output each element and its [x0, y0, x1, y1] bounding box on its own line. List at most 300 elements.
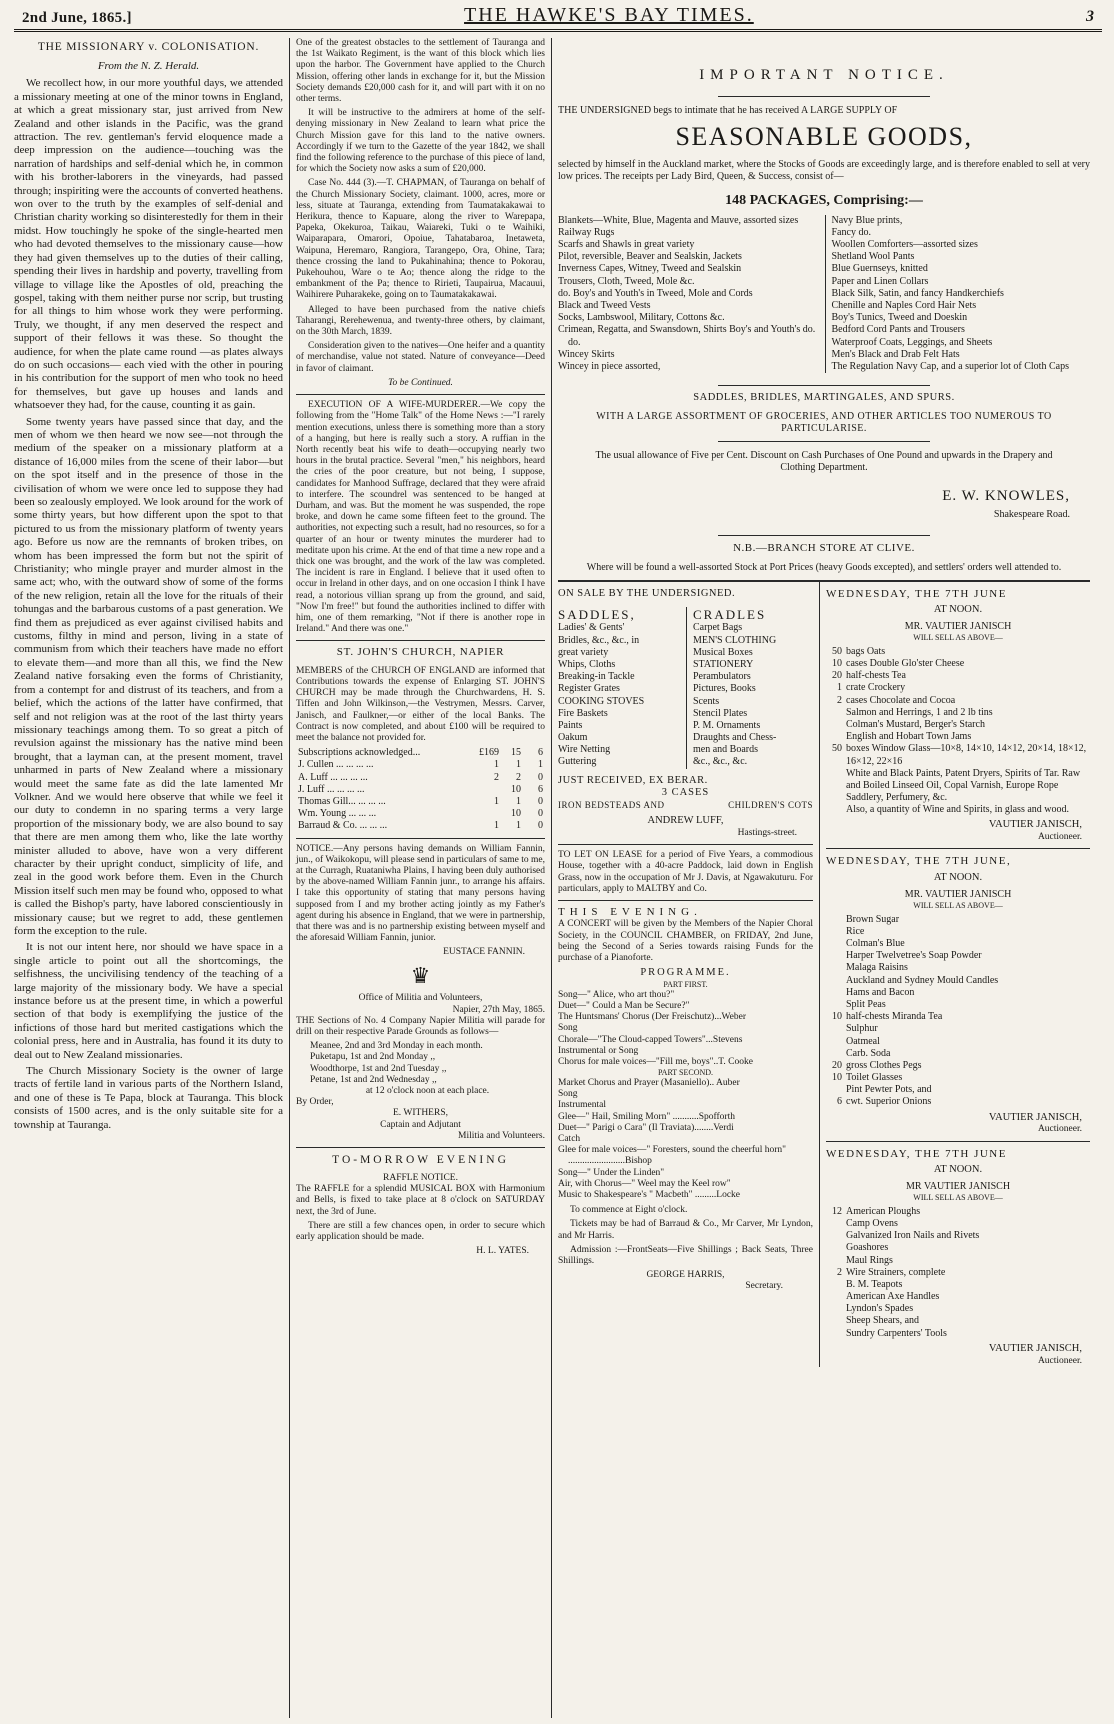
item-quantity	[826, 1328, 846, 1340]
auction-item	[826, 707, 1090, 719]
sale-item: Wire Netting	[558, 744, 611, 756]
programme-item: Instrumental or Song	[558, 1045, 639, 1056]
subscriber-name: J. Cullen ... ... ... ...	[298, 759, 374, 771]
auction-item	[826, 646, 1090, 658]
amount-pounds: 1	[494, 820, 499, 832]
item-text: Brown Sugar	[846, 913, 900, 925]
goods-item: Bedford Cord Pants and Trousers	[831, 324, 965, 336]
amount-shillings: 10	[511, 783, 521, 795]
programme-part-two	[558, 1078, 813, 1201]
sale-item: Stencil Plates	[693, 707, 748, 719]
programme-item: Instrumental	[558, 1100, 607, 1111]
goods-item: Chenille and Naples Cord Hair Nets	[831, 299, 977, 311]
raffle-body: There are still a few chances open, in order to secure which early application should be made.	[296, 1220, 545, 1243]
amount-shillings: 1	[516, 759, 521, 771]
auction-item	[826, 743, 1090, 767]
auction-item	[826, 1242, 1090, 1254]
item-quantity: 10	[832, 1072, 842, 1084]
auction-item	[826, 1267, 1090, 1279]
sale-item: men and Boards	[693, 744, 758, 756]
item-quantity: 20	[832, 670, 842, 682]
item-text: cases Chocolate and Cocoa	[846, 694, 956, 706]
auction-item	[826, 914, 1090, 926]
amount-pounds: 2	[494, 771, 499, 783]
column-two	[290, 38, 552, 1718]
auction-heading: WEDNESDAY, THE 7TH JUNE	[826, 1147, 1007, 1160]
goods-item: Trousers, Cloth, Tweed, Mole &c.	[558, 275, 695, 287]
item-text: bags Oats	[846, 645, 886, 657]
item-quantity	[826, 999, 846, 1011]
fannin-signature: EUSTACE FANNIN.	[443, 947, 525, 958]
goods-item: The Regulation Navy Cap, and a superior lot of Cloth Caps	[831, 360, 1069, 372]
lease-notice: TO LET ON LEASE for a period of Five Years, a commodious House, together with a 40-acre Paddock, laid down in English Grass, now in the occupation of Mr J. Davis, at Ngawakuturu. For particulars, apply to MALTBY and Co.	[558, 850, 813, 894]
schedule-line: Woodthorpe, 1st and 2nd Tuesday ,,	[310, 1063, 447, 1074]
sale-item: MEN'S CLOTHING	[693, 634, 777, 646]
luff-goods	[558, 607, 813, 769]
item-quantity	[826, 719, 846, 731]
article-source: From the N. Z. Herald.	[97, 60, 200, 73]
seasonable-goods-heading: SEASONABLE GOODS,	[675, 122, 973, 152]
item-quantity	[826, 962, 846, 974]
item-text: Saddlery, Perfumery, &c.	[846, 792, 948, 804]
advertiser-name: E. W. KNOWLES,	[942, 487, 1070, 504]
item-text: crate Crockery	[846, 682, 906, 694]
item-text: Auckland and Sydney Mould Candles	[846, 974, 999, 986]
item-quantity	[826, 731, 846, 743]
item-quantity: 10	[832, 658, 842, 670]
auction-item	[826, 1036, 1090, 1048]
item-text: Also, a quantity of Wine and Spirits, in glass and wood.	[846, 804, 1070, 816]
item-text: gross Clothes Pegs	[846, 1059, 922, 1071]
auction-item	[826, 719, 1090, 731]
auction-item	[826, 768, 1090, 792]
goods-item: Waterproof Coats, Leggings, and Sheets	[831, 336, 993, 348]
subscription-table	[296, 747, 545, 832]
auction-item	[826, 926, 1090, 938]
goods-item: Boy's Tunics, Tweed and Doeskin	[831, 312, 968, 324]
raffle-heading: TO-MORROW EVENING	[332, 1154, 509, 1166]
programme-item: Market Chorus and Prayer (Masaniello).. Auber	[558, 1077, 740, 1088]
item-text: Wire Strainers, complete	[846, 1266, 946, 1278]
paper-title: THE HAWKE'S BAY TIMES.	[464, 3, 754, 26]
sale-item: Register Grates	[558, 683, 620, 695]
goods-item: do. Boy's and Youth's in Tweed, Mole and Cords	[558, 287, 753, 299]
item-quantity	[826, 707, 846, 719]
auction-item	[826, 1303, 1090, 1315]
item-text: Split Peas	[846, 998, 886, 1010]
sale-item: &c., &c., &c.	[693, 756, 748, 768]
programme-part-one	[558, 990, 813, 1068]
auction-item	[826, 1230, 1090, 1242]
sale-item: Draughts and Chess-	[693, 732, 777, 744]
programme-item: The Huntsmans' Chorus (Der Freischutz)...Weber	[558, 1012, 746, 1023]
subscriber-name: Wm. Young ... ... ...	[298, 808, 377, 820]
goods-item: Woollen Comforters—assorted sizes	[831, 239, 978, 251]
item-quantity	[826, 1023, 846, 1035]
goods-item: Scarfs and Shawls in great variety	[558, 239, 695, 251]
amount-pence: 0	[538, 820, 543, 832]
item-text: Malaga Raisins	[846, 962, 908, 974]
sale-item: great variety	[558, 646, 609, 658]
item-quantity	[826, 938, 846, 950]
subscriber-name: Thomas Gill... ... ... ...	[298, 795, 386, 807]
auction-time: AT NOON.	[933, 871, 983, 883]
column-missionary	[14, 38, 290, 1718]
amount-pounds: £169	[479, 747, 499, 759]
amount-pence: 6	[538, 783, 543, 795]
item-quantity	[826, 1315, 846, 1327]
subscription-row	[296, 784, 545, 796]
gazette-consideration: Consideration given to the natives—One heifer and a quantity of merchandise, value not stated. Nature of conveyance—Deed in favor of claimant.	[296, 341, 545, 374]
amount-pounds	[477, 784, 501, 796]
gazette-case: Case No. 444 (3).—T. CHAPMAN, of Tauranga on behalf of the Church Missionary Society, claimant. 1000, acres, more or less, situate at Tauranga, extending from Taumatakakawai to Herikura, thence to Kapuare, along the river to Warepapa, Papeka, Okekuroa, Taikau, Waiareki, Tuki o te Waihiki, Waiparapara, Omarori, Opoiue, Tahatabaroa, Inetaweta, Waipuna, Heremaro, Rangiora, Tarangepo, Ora, Ohine, Tara; thence crossing the land to Pukahinahina; thence to Pokorau, Pukehouhou, Ware o te Ao; thence along the ridge to the embankment of the Pa; thence to Ririeti, Taupairua, Macauui, Waihirere Puharakeke, going on to Taumatakakawai.	[296, 178, 545, 301]
subscriber-name: J. Luff ... ... ... ...	[298, 783, 365, 795]
auction-signature: VAUTIER JANISCH,	[988, 819, 1082, 831]
item-text: American Axe Handles	[846, 1291, 940, 1303]
branch-line: N.B.—BRANCH STORE AT CLIVE.	[733, 542, 915, 555]
item-quantity	[826, 1279, 846, 1291]
auction-heading: WEDNESDAY, THE 7TH JUNE	[826, 587, 1007, 600]
goods-item: Railway Rugs	[558, 226, 615, 238]
article-paragraph: One of the greatest obstacles to the settlement of Tauranga and the 1st Waikato Regiment, is the want of this block which lies upon the harbor. The Government have applied to the Church Mission, offering other lands in exchange for it, but the Mission Society demands £20,000 cash for it, and will part with it on no other terms.	[296, 38, 545, 105]
amount-pence: 0	[538, 808, 543, 820]
auction-item	[826, 1218, 1090, 1230]
auction-items	[826, 914, 1090, 1109]
item-text: boxes Window Glass—10×8, 14×10, 14×12, 20×14, 18×12, 16×12, 22×16	[846, 743, 1087, 767]
item-quantity	[826, 792, 846, 804]
auction-item	[826, 1096, 1090, 1108]
part-second: PART SECOND.	[657, 1068, 714, 1078]
item-quantity: 2	[837, 1266, 842, 1278]
auction-heading: WEDNESDAY, THE 7TH JUNE,	[826, 855, 1012, 868]
subscriber-name: A. Luff ... ... ... ...	[298, 771, 368, 783]
masthead	[14, 3, 1102, 32]
programme-item: Song	[558, 1089, 578, 1100]
auction-item	[826, 1206, 1090, 1218]
discount-line: The usual allowance of Five per Cent. Discount on Cash Purchases of One Pound and upwards in the Drapery and Clothing Department.	[595, 450, 1053, 474]
amount-shillings: 10	[511, 808, 521, 820]
schedule-line: at 12 o'clock noon at each place.	[365, 1085, 490, 1096]
item-quantity: 20	[832, 1059, 842, 1071]
goods-list-right	[826, 215, 1091, 373]
packages-heading: 148 PACKAGES, Comprising:—	[725, 192, 923, 208]
auction-role: Auctioneer.	[1037, 832, 1082, 843]
goods-item: Fancy do.	[831, 226, 871, 238]
advertisement-columns	[552, 38, 1090, 1718]
programme-item: Duet—" Parigi o Cara" (Il Traviata)........Verdi	[558, 1122, 734, 1133]
cradles-title: CRADLES	[693, 606, 767, 622]
militia-order: By Order,	[296, 1097, 334, 1108]
auction-item	[826, 658, 1090, 670]
auction-item	[826, 804, 1090, 816]
subscriber-name: Subscriptions acknowledged...	[298, 747, 421, 759]
raffle-title: RAFFLE NOTICE.	[383, 1173, 458, 1184]
schedule-line: Puketapu, 1st and 2nd Monday ,,	[310, 1052, 436, 1063]
item-quantity: 50	[832, 743, 842, 755]
will-sell: WILL SELL AS ABOVE—	[913, 633, 1003, 643]
goods-item: Black Silk, Satin, and fancy Handkerchiefs	[831, 287, 1004, 299]
sale-item: Fire Baskets	[558, 707, 608, 719]
item-text: cases Double Glo'ster Cheese	[846, 658, 965, 670]
saddles-title: SADDLES,	[558, 606, 636, 622]
item-text: cwt. Superior Onions	[846, 1096, 932, 1108]
auction-item	[826, 792, 1090, 804]
auction-notice	[826, 588, 1090, 844]
amount-pence: 0	[538, 795, 543, 807]
concert-body: A CONCERT will be given by the Members of the Napier Choral Society, in the COUNCIL CHAMBER, on FRIDAY, 2nd June, being the Second of a Series towards raising Funds for the purchase of a Pianoforte.	[558, 919, 813, 964]
item-text: Galvanized Iron Nails and Rivets	[846, 1230, 980, 1242]
just-received: JUST RECEIVED, EX BERAR.	[558, 774, 708, 786]
article-paragraph: The Church Missionary Society is the owner of large tracts of fertile land in various parts of the Northern Island, and one of these is Te Papa, block at Tauranga. This block consists of 1500 acres, and is the only suitable site for a township at Tauranga.	[14, 1065, 283, 1131]
auction-notice	[826, 855, 1090, 1135]
concert-tickets: Tickets may be had of Barraud & Co., Mr Carver, Mr Lyndon, and Mr Harris.	[558, 1219, 813, 1241]
auction-signature: VAUTIER JANISCH,	[988, 1342, 1082, 1354]
auction-item	[826, 1255, 1090, 1267]
item-text: Carb. Soda	[846, 1047, 891, 1059]
auction-item	[826, 1011, 1090, 1023]
gazette-alleged: Alleged to have been purchased from the native chiefs Taharangi, Rerehewenua, and twenty-three others, by claimant, on the 30th March, 1839.	[296, 304, 545, 338]
item-quantity	[826, 1255, 846, 1267]
amount-pence: 0	[538, 771, 543, 783]
item-text: Colman's Mustard, Berger's Starch	[846, 718, 985, 730]
programme-item: Song	[558, 1023, 578, 1034]
church-notice: MEMBERS of the CHURCH OF ENGLAND are informed that Contributions towards the expense of Enlarging ST. JOHN'S CHURCH may be made through the Churchwardens, H. S. Tiffen and John Wilkinson,—the Vestrymen, Messrs. Carver, Janisch, and Faulkner,—or either of the local Banks. The Contract is now completed, and about £100 will be required to meet the balance not provided for.	[296, 665, 545, 743]
sale-item: P. M. Ornaments	[693, 719, 761, 731]
sale-item: Breaking-in Tackle	[558, 671, 635, 683]
item-text: Pint Pewter Pots, and	[846, 1084, 932, 1096]
advertiser-address: Shakespeare Road.	[993, 508, 1070, 520]
goods-item: Socks, Lambswool, Military, Cottons &c.	[558, 312, 725, 324]
item-text: Sundry Carpenters' Tools	[846, 1327, 947, 1339]
programme-item: Air, with Chorus—" Weel may the Keel row"	[558, 1178, 731, 1189]
luff-street: Hastings-street.	[737, 827, 797, 838]
auction-item	[826, 731, 1090, 743]
militia-schedule	[296, 1041, 545, 1097]
item-text: B. M. Teapots	[846, 1278, 903, 1290]
cases-line: 3 CASES	[661, 787, 710, 799]
auction-notice	[826, 1148, 1090, 1367]
sale-item: Ladies' & Gents'	[558, 622, 625, 634]
amount-shillings: 1	[516, 820, 521, 832]
concert-secretary: Secretary.	[745, 1281, 783, 1292]
item-quantity: 2	[837, 694, 842, 706]
bedsteads-line: IRON BEDSTEADS AND	[558, 800, 665, 811]
programme-item: Chorale—"The Cloud-capped Towers"...Stevens	[558, 1034, 743, 1045]
auction-item	[826, 1048, 1090, 1060]
auction-item	[826, 1072, 1090, 1084]
concert-heading: THIS EVENING.	[558, 906, 702, 918]
item-quantity: 6	[837, 1096, 842, 1108]
auction-adverts	[820, 582, 1090, 1367]
auctioneer-name: MR. VAUTIER JANISCH	[904, 888, 1012, 900]
goods-item: Black and Tweed Vests	[558, 299, 651, 311]
programme-item: Glee—" Hail, Smiling Morn" ...........Spofforth	[558, 1111, 735, 1122]
amount-pounds	[477, 808, 501, 820]
item-quantity	[826, 1291, 846, 1303]
sale-item: Guttering	[558, 756, 597, 768]
notice-intro: THE UNDERSIGNED begs to intimate that he has received A LARGE SUPPLY OF	[558, 105, 898, 117]
item-text: Camp Ovens	[846, 1217, 898, 1229]
item-quantity	[826, 926, 846, 938]
auction-item	[826, 987, 1090, 999]
auction-item	[826, 1060, 1090, 1072]
item-text: White and Black Paints, Patent Dryers, Spirits of Tar. Raw and Boiled Linseed Oil, Copal Varnish, Europe Rope	[846, 767, 1081, 791]
sale-item: Carpet Bags	[693, 622, 743, 634]
auction-item	[826, 695, 1090, 707]
item-quantity	[826, 950, 846, 962]
raffle-body: The RAFFLE for a splendid MUSICAL BOX with Harmonium and Bells, is fixed to take place at 8 o'clock on SATURDAY next, the 3rd of June.	[296, 1184, 545, 1217]
auction-item	[826, 1328, 1090, 1340]
goods-item: Pilot, reversible, Beaver and Sealskin, Jackets	[558, 251, 742, 263]
item-quantity	[826, 1242, 846, 1254]
item-quantity: 50	[832, 645, 842, 657]
programme-item: Music to Shakespeare's " Macbeth" .........Locke	[558, 1189, 741, 1200]
goods-item: Men's Black and Drab Felt Hats	[831, 348, 960, 360]
item-text: Salmon and Herrings, 1 and 2 lb tins	[846, 706, 993, 718]
item-text: American Ploughs	[846, 1205, 921, 1217]
raffle-signature: H. L. YATES.	[476, 1246, 529, 1257]
auction-item	[826, 1084, 1090, 1096]
amount-pence: 6	[538, 747, 543, 759]
auction-item	[826, 1291, 1090, 1303]
goods-item: Paper and Linen Collars	[831, 275, 929, 287]
goods-item: Wincey Skirts	[558, 348, 615, 360]
concert-admission: Admission :—FrontSeats—Five Shillings ; Back Seats, Three Shillings.	[558, 1244, 813, 1266]
subscription-row	[296, 772, 545, 784]
article-heading: THE MISSIONARY v. COLONISATION.	[37, 41, 260, 53]
sale-item: Oakum	[558, 732, 588, 744]
item-quantity: 1	[837, 682, 842, 694]
auction-items	[826, 646, 1090, 817]
concert-signature: GEORGE HARRIS,	[646, 1270, 725, 1281]
item-quantity	[826, 914, 846, 926]
item-text: Maul Rings	[846, 1254, 893, 1266]
royal-crest-icon: ♛	[410, 962, 431, 988]
programme-item: Chorus for male voices—"Fill me, boys"..T. Cooke	[558, 1056, 753, 1067]
cots-line: CHILDREN'S COTS	[728, 800, 813, 811]
item-text: Sheep Shears, and	[846, 1315, 920, 1327]
groceries-line: WITH A LARGE ASSORTMENT OF GROCERIES, AND OTHER ARTICLES TOO NUMEROUS TO PARTICULARISE.	[596, 410, 1052, 435]
goods-item: Blue Guernseys, knitted	[831, 263, 928, 275]
part-first: PART FIRST.	[663, 980, 708, 990]
amount-shillings: 15	[511, 747, 521, 759]
item-quantity	[826, 1048, 846, 1060]
subscriber-name: Barraud & Co. ... ... ...	[298, 820, 388, 832]
auction-item	[826, 975, 1090, 987]
article-paragraph: We recollect how, in our more youthful days, we attended a missionary meeting at one of the minor towns in England, at which a great missionary star, just arrived from New Zealand and other islands in the Pacific, was the grand attraction. The rev. gentleman's fervid eloquence made a deep impression on the audience—touching was the narration of hardships and self-denial which he, in common with his brother-laborers in the vineyards, had passed through; inspiriting were the accounts of converted heathens. won over to the truth by the examples of self-denial and Christian charity working so disinterestedly for them in their midst. How touchingly he spoke of the single-hearted men who had devoted themselves to the missionary cause—how they had given themselves up to the duties of their calling, spending their lives in hardship and poverty, travelling from village to village like the Apostles of old, preaching the gospel, taking with them neither purse nor scrip, but trusting for all things to him whose work they were performing. Truly, we thought, if any men deserved the respect and support of their fellows it was these. So thought the audience, for when the plate came round —as plates always do on such occasions— each vied with the other in pouring in his contribution for the support of men who took no heed for themselves, but gave up houses and lands and whatsoever they had, for the cause, counting it as gain.	[14, 77, 283, 412]
sale-item: STATIONERY	[693, 658, 754, 670]
item-text: Harper Twelvetree's Soap Powder	[846, 950, 982, 962]
schedule-line: Meanee, 2nd and 3rd Monday in each month.	[310, 1041, 483, 1052]
auction-item	[826, 938, 1090, 950]
item-quantity	[826, 768, 846, 792]
item-quantity	[826, 804, 846, 816]
auction-signature: VAUTIER JANISCH,	[988, 1111, 1082, 1123]
item-text: half-chests Miranda Tea	[846, 1011, 943, 1023]
item-text: Lyndon's Spades	[846, 1303, 914, 1315]
item-quantity: 10	[832, 1011, 842, 1023]
article-paragraph: Some twenty years have passed since that day, and the men of whom we then heard we now see—not through the medium of the speaker on a missionary platform at a distance of 16,000 miles from the scene of their labor—but on the spot itself and in the presence of those in the civilisation of whom we were once led to suppose they had been so zealously employed. We look around for the work of some thirty years, but how different upon the spot to that pictured to us from the missionary platform of twenty years ago. Before us now are the remnants of broken tribes, on whom has been impressed the form but not the spirit of Christianity; who mingle prayer and murder almost in the same act; who, with the outward show of some of the forms of the new religion, retain all the love for the rituals of their tohungas and the barbarous customs of a past generation. We find them as prejudiced as ever against civilised habits and customs, filthy in mind and person, living in a state of communism from which their teachers have made no effort to elevate them—and more than all this, we find the New Zealand native forsaking even the forms of Christianity, from a contempt for and distrust of its teachers, and from a belief, which the actions of the latter have confirmed, that self and not religion was at the root of the last thirty years missionary teachings among them. To so great a pitch of revulsion against the missionary has the native mind been brought, that a layman can, at the present moment, travel unharmed in parts of New Zealand where a missionary would meet the same fate as did the late lamented Mr Volkner. And we would here observe that while we feel it our duty to condemn in no sparing terms a very large proportion of the missionary body, we are also bound to say that there are men among them who, like the late worthy minister alluded to above, have won a very different character by their upright conduct, simplicity of life, and zeal in the good work before them. Even in the Church Mission itself such men may be found who, opposed to what is called the Bishop's party, have labored conscientiously in missionary cause; but we regret to add, these gentlemen form the exception to the rule.	[14, 415, 283, 938]
item-text: Colman's Blue	[846, 938, 905, 949]
amount-pence: 1	[538, 759, 543, 771]
sale-item: Whips, Cloths	[558, 658, 616, 670]
sale-item: Scents	[693, 695, 720, 707]
sale-item: Bridles, &c., &c., in	[558, 634, 640, 646]
item-quantity	[826, 1303, 846, 1315]
to-be-continued: To be Continued.	[388, 377, 453, 388]
will-sell: WILL SELL AS ABOVE—	[913, 900, 1003, 910]
militia-office: Office of Militia and Volunteers,	[358, 993, 483, 1004]
auction-item	[826, 1315, 1090, 1327]
notice-selected: selected by himself in the Auckland market, where the Stocks of Goods are exceedingly large, and is therefore enabled to sell at very low prices. The receipts per Lady Bird, Queen, & Success, consist of—	[558, 159, 1090, 183]
amount-pounds: 1	[494, 759, 499, 771]
important-notice-title: IMPORTANT NOTICE.	[699, 67, 949, 83]
auction-item	[826, 1023, 1090, 1035]
programme-item: Glee for male voices—" Foresters, sound the cheerful horn" ........................Bishop	[558, 1145, 787, 1167]
amount-shillings: 1	[516, 795, 521, 807]
sale-item: Paints	[558, 719, 583, 731]
lower-left-adverts	[558, 582, 820, 1367]
subscription-row	[296, 759, 545, 771]
amount-shillings: 2	[516, 771, 521, 783]
programme-item: Song—" Under the Linden"	[558, 1167, 665, 1178]
will-sell: WILL SELL AS ABOVE—	[913, 1193, 1003, 1203]
programme-item: Duet—" Could a Man be Secure?"	[558, 1000, 690, 1011]
auction-item	[826, 950, 1090, 962]
subscription-row	[296, 808, 545, 820]
item-quantity	[826, 1218, 846, 1230]
item-text: Rice	[846, 925, 865, 937]
item-text: English and Hobart Town Jams	[846, 731, 972, 743]
article-paragraph: It will be instructive to the admirers at home of the self-denying missionary in New Zealand to learn what price the Church Mission gave for this land to the native owners. Accordingly if we turn to the Gazette of the year 1842, we shall find the following reference to the purchase of this piece of land, for which the Society now asks a sum of £20,000.	[296, 108, 545, 175]
auction-items	[826, 1206, 1090, 1340]
luff-heading: ON SALE BY THE UNDERSIGNED.	[558, 587, 736, 599]
auction-role: Auctioneer.	[1037, 1355, 1082, 1366]
militia-signatory: E. WITHERS,	[393, 1108, 448, 1119]
item-text: Oatmeal	[846, 1035, 880, 1047]
programme-item: Song—" Alice, who art thou?"	[558, 989, 675, 1000]
item-quantity	[826, 1036, 846, 1048]
item-quantity	[826, 975, 846, 987]
goods-item: Shetland Wool Pants	[831, 251, 915, 263]
militia-date: Napier, 27th May, 1865.	[452, 1004, 545, 1015]
auctioneer-name: MR. VAUTIER JANISCH	[904, 620, 1012, 632]
programme-heading: PROGRAMME.	[640, 967, 731, 979]
auction-item	[826, 682, 1090, 694]
sale-item: Musical Boxes	[693, 646, 753, 658]
auction-item	[826, 962, 1090, 974]
amount-pounds: 1	[494, 795, 499, 807]
branch-body: Where will be found a well-assorted Stock at Port Prices (heavy Goods excepted), and settlers' orders well attended to.	[586, 561, 1062, 573]
auction-role: Auctioneer.	[1037, 1124, 1082, 1135]
concert-commence: To commence at Eight o'clock.	[570, 1205, 688, 1216]
item-quantity	[826, 1230, 846, 1242]
militia-notice: THE Sections of No. 4 Company Napier Militia will parade for drill on their respective Parade Grounds as follows—	[296, 1015, 545, 1037]
item-quantity: 12	[832, 1205, 842, 1217]
schedule-line: Petane, 1st and 2nd Wednesday ,,	[310, 1074, 437, 1085]
page-number: 3	[1085, 8, 1094, 26]
subscription-row	[296, 747, 545, 759]
auction-item	[826, 670, 1090, 682]
sale-item: Pictures, Books	[693, 683, 756, 695]
goods-item: Crimean, Regatta, and Swansdown, Shirts Boy's and Youth's do. do.	[558, 324, 816, 348]
auction-time: AT NOON.	[933, 1164, 983, 1176]
execution-article: EXECUTION OF A WIFE-MURDERER.—We copy the following from the "Home Talk" of the Home News :—"I rarely mention executions, unless there is something more than a story of a hanging, but here is really such a story. A ruffian in the North recently beat his wife to death—occupying nearly two hours in the brutal practice. Several "men," his neighbors, heard the cries of the poor creature, but not being, I suppose, candidates for Manhood Suffrage, declared that they were afraid to interfere. The scoundrel was sentenced to be hanged at Durham, and was. But the moment he was suspended, the rope broke, and down he came some fifteen feet to the ground. The authorities, not expecting such a result, had no resources, so for a quarter of an hour or twenty minutes the murderer had to meditate upon his crime. At the end of that time a new rope and a thick one was brought, and the work of the law was completed. The incident is rare in England. I believe that it used often to occur in Ireland in other days, and on one occasion I think I have read, a notorious villian sprang up from the ground, and said, "Now I'm free!" but found the authorities inclined to differ with him, one of them remarking, "Not if there is another rope in Ireland." And there was one."	[296, 400, 545, 635]
goods-item: Wincey in piece assorted,	[558, 360, 661, 372]
goods-item: Navy Blue prints,	[831, 214, 903, 226]
item-text: Toilet Glasses	[846, 1072, 903, 1084]
auction-item	[826, 999, 1090, 1011]
